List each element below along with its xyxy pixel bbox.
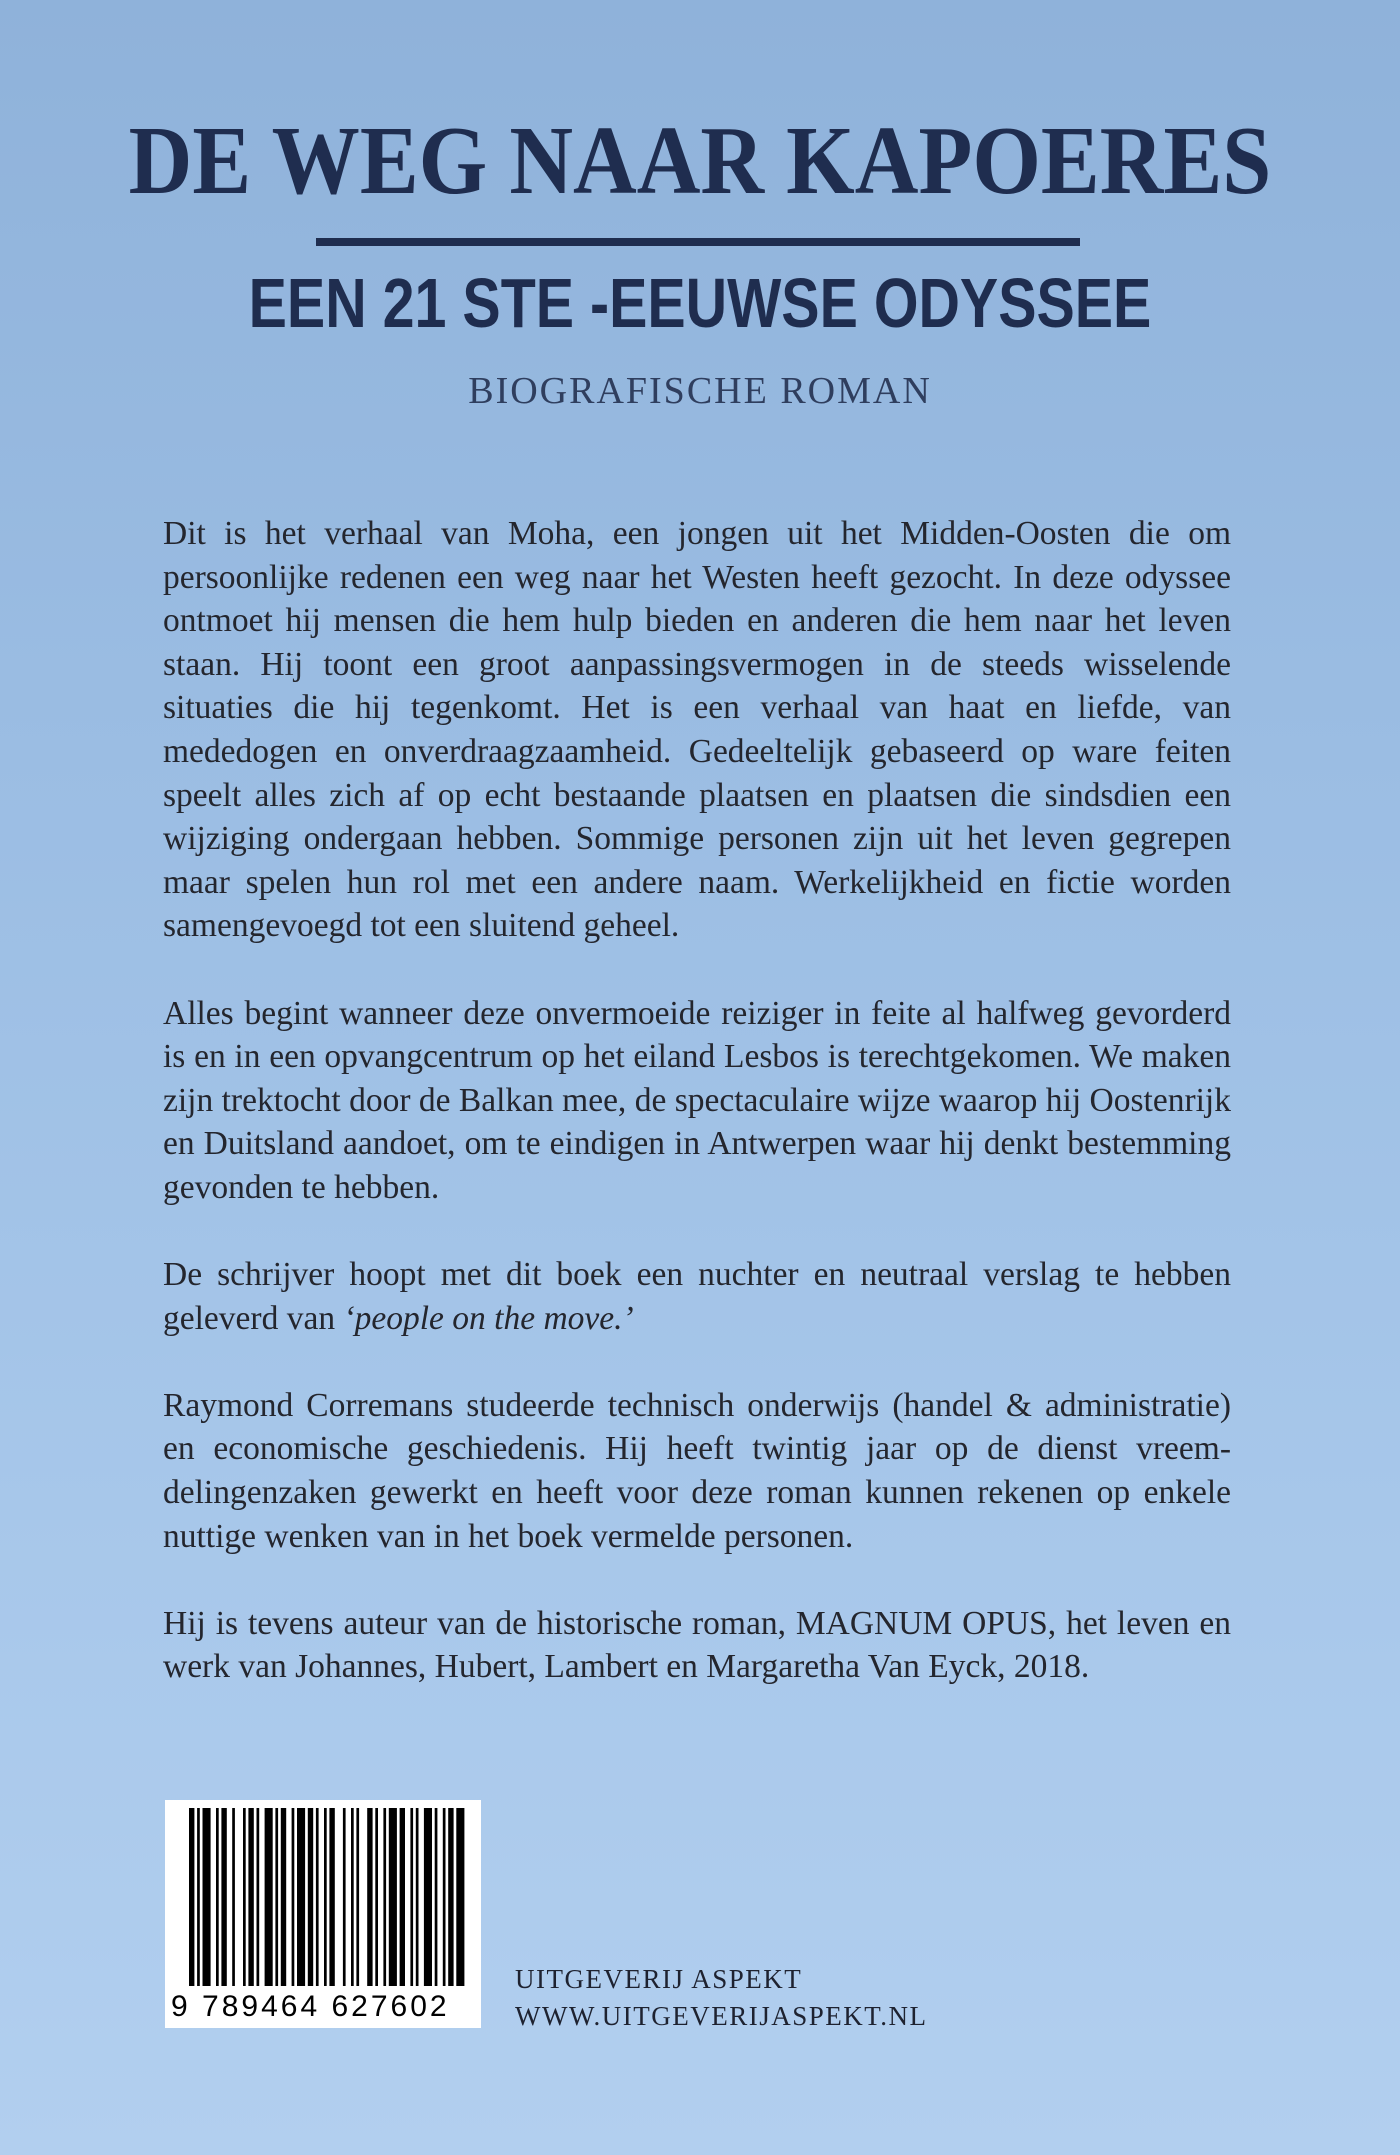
book-title: DE WEG NAAR KAPOERES [128, 107, 1272, 215]
isbn-barcode [165, 1800, 481, 2028]
book-genre: BIOGRAFISCHE ROMAN [468, 370, 932, 412]
barcode-bars [165, 1800, 481, 1990]
barcode-bar [316, 1808, 319, 1986]
barcode-bar [389, 1808, 397, 1986]
blurb-paragraph-1: Dit is het verhaal van Moha, een jongen uit het Midden-Oosten die om persoonlijke redenen een weg naar het Westen heeft gezocht. In deze odyssee ontmoet hij mensen die hem hulp bieden en anderen die hem naar het leven staan. Hij toont een groot aanpassingsvermogen in de steeds wisselende situaties die hij tegenkomt. Het is een verhaal van haat en liefde, van mededogen en onverdraagzaamheid. Gedeeltelijk gebaseerd op ware feiten speelt alles zich af op echt bestaande plaatsen en plaatsen die sindsdien een wijziging ondergaan hebben. Sommige personen zijn uit het leven gegrepen maar spelen hun rol met een andere naam. Werkelijkheid en fictie worden samengevoegd tot een sluitend geheel. [163, 515, 1231, 945]
barcode-bar [356, 1808, 359, 1986]
barcode-bar [221, 1808, 226, 1986]
publisher-info [515, 1961, 927, 2035]
blurb-paragraph-3 [163, 1253, 1231, 1340]
barcode-bar [257, 1808, 260, 1986]
barcode-bar [281, 1808, 286, 1986]
author-bio: Raymond Corremans studeerde technisch onderwijs (handel & administratie) en economische geschiedenis. Hij heeft twintig jaar op de dienst vreemdelingenzaken gewerkt en heeft voor deze roman kunnen rekenen op enkele nuttige wenken van in het boek vermelde personen. [163, 1386, 1231, 1555]
barcode-bar [410, 1808, 413, 1986]
author-other-work: Hij is tevens auteur van de historische roman, MAGNUM OPUS, het leven en werk van Johannes, Hubert, Lambert en Margaretha Van Eyck, 2018. [163, 1604, 1231, 1686]
barcode-bar [448, 1808, 453, 1986]
blurb-paragraph-2: Alles begint wanneer deze onvermoeide reiziger in feite al halfweg gevorderd is en in een opvangcentrum op het eiland Lesbos is terechtgekomen. We maken zijn trektocht door de Balkan mee, de spectaculaire wijze waarop hij Oostenrijk en Duitsland aandoet, om te eindigen in Antwerpen waar hij denkt bestemming gevonden te hebben. [163, 994, 1231, 1206]
barcode-bar [189, 1808, 194, 1986]
barcode-bar [292, 1808, 295, 1986]
barcode-bar [248, 1808, 253, 1986]
barcode-bar [232, 1808, 235, 1986]
barcode-bar [424, 1808, 432, 1986]
barcode-bar [324, 1808, 327, 1986]
barcode-bar [443, 1808, 446, 1986]
barcode-bar [265, 1808, 273, 1986]
barcode-bar [329, 1808, 334, 1986]
blurb [163, 512, 1231, 1689]
barcode-bar [375, 1808, 378, 1986]
barcode-bar [416, 1808, 419, 1986]
barcode-bar [308, 1808, 313, 1986]
title-divider [316, 238, 1080, 246]
barcode-bar [243, 1808, 246, 1986]
isbn-number: 9 789464 627602 [171, 1990, 450, 2023]
barcode-bar [351, 1808, 354, 1986]
barcode-bar [297, 1808, 305, 1986]
publisher-website: WWW.UITGEVERIJASPEKT.NL [515, 2001, 928, 2031]
barcode-bar [203, 1808, 211, 1986]
barcode-bar [435, 1808, 438, 1986]
blurb-paragraph-3-text: De schrijver hoopt met dit boek een nuchter en neutraal verslag te hebben geleverd van [163, 1256, 1231, 1337]
barcode-bar [400, 1808, 405, 1986]
barcode-bar [383, 1808, 386, 1986]
book-subtitle: EEN 21 STE -EEUWSE ODYSSEE [248, 264, 1152, 342]
barcode-bar [367, 1808, 372, 1986]
barcode-bar [216, 1808, 219, 1986]
barcode-bar [275, 1808, 278, 1986]
barcode-bar [456, 1808, 464, 1986]
publisher-name: UITGEVERIJ ASPEKT [515, 1964, 803, 1994]
barcode-bar [343, 1808, 346, 1986]
barcode-bar [197, 1808, 200, 1986]
blurb-paragraph-3-quote: ‘people on the move.’ [343, 1299, 634, 1337]
